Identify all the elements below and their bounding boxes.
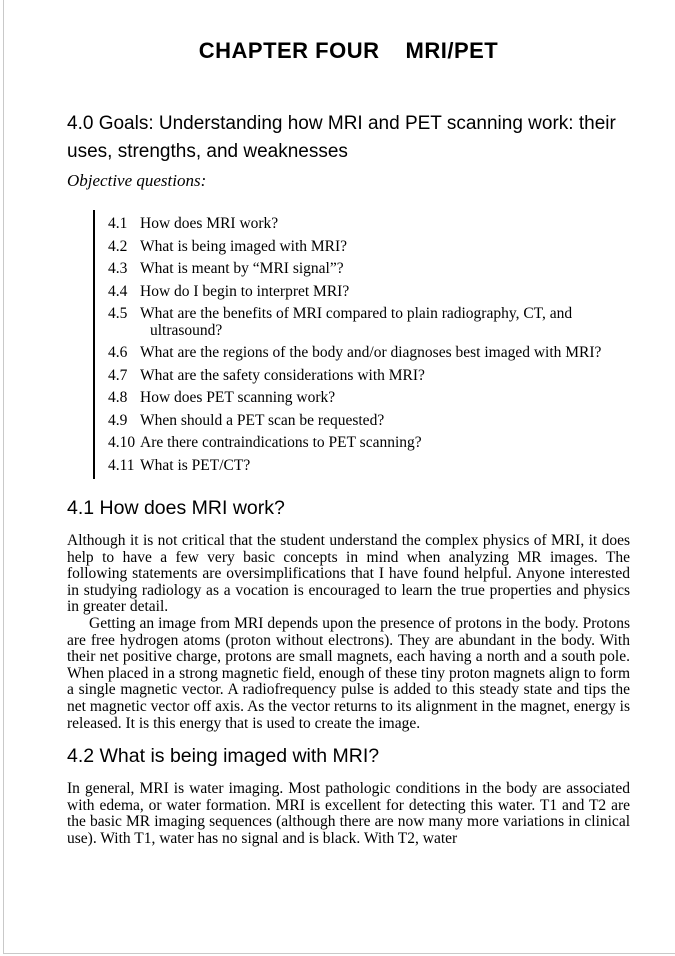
question-item <box>108 413 630 430</box>
objective-questions-label: Objective questions: <box>67 171 207 190</box>
question-number: 4.2 <box>108 237 128 255</box>
question-number: 4.6 <box>108 344 128 361</box>
question-number: 4.10 <box>108 434 136 451</box>
section-4-1-paragraph-2: Getting an image from MRI depends upon the presence of protons in the body. Protons are free hydrogen atoms (proton without electrons). They are abundant in the body. With their net positive charge, protons are small magnets, each having a north and a south pole. When placed in a strong magnetic field, enough of these tiny proton magnets align to form a single magnetic vector. A radiofrequency pulse is added to this steady state and tips the net magnetic vector off axis. As the vector returns to its alignment in the magnet, energy is released. It is this energy that is used to create the image. <box>67 614 630 732</box>
section-heading-4-2: 4.2 What is being imaged with MRI? <box>67 745 380 768</box>
question-text: How do I begin to interpret MRI? <box>140 282 350 300</box>
question-item <box>108 345 630 362</box>
chapter-heading <box>67 38 630 64</box>
page <box>3 0 675 954</box>
goals-heading: 4.0 Goals: Understanding how MRI and PET scanning work: their uses, strengths, and weaknesses <box>67 113 616 162</box>
question-item <box>108 458 630 475</box>
question-item <box>108 306 630 339</box>
question-text: How does MRI work? <box>140 215 279 232</box>
question-item <box>108 239 630 256</box>
chapter-label: CHAPTER FOUR <box>198 38 380 63</box>
question-item <box>108 435 630 452</box>
question-number: 4.5 <box>108 305 128 322</box>
question-number: 4.7 <box>108 366 128 384</box>
question-text: Are there contraindications to PET scanning? <box>140 434 422 451</box>
chapter-title: MRI/PET <box>405 38 499 63</box>
question-item <box>108 368 630 385</box>
section-heading-4-1: 4.1 How does MRI work? <box>67 497 285 519</box>
question-number: 4.3 <box>108 260 128 277</box>
question-number: 4.4 <box>108 282 128 300</box>
question-text: What is PET/CT? <box>140 456 251 474</box>
question-number: 4.11 <box>108 456 135 474</box>
question-text: What is being imaged with MRI? <box>140 237 348 255</box>
question-text: What are the benefits of MRI compared to plain radiography, CT, and ultrasound? <box>140 305 573 339</box>
question-item <box>108 284 630 301</box>
question-item <box>108 390 630 407</box>
question-text: What is meant by “MRI signal”? <box>140 260 344 277</box>
question-text: What are the safety considerations with MRI? <box>140 366 425 384</box>
question-text: What are the regions of the body and/or diagnoses best imaged with MRI? <box>140 344 602 361</box>
question-text: How does PET scanning work? <box>140 389 336 406</box>
question-item <box>108 216 630 233</box>
question-number: 4.1 <box>108 215 128 232</box>
question-number: 4.8 <box>108 389 128 406</box>
question-item <box>108 261 630 278</box>
question-number: 4.9 <box>108 411 128 429</box>
objective-questions-list <box>93 210 630 479</box>
section-4-2-paragraph-1: In general, MRI is water imaging. Most pathologic conditions in the body are associated with edema, or water formation. MRI is excellent for detecting this water. T1 and T2 are the basic MR imaging sequences (although there are now many more variations in clinical use). With T1, water has no signal and is black. With T2, water <box>67 780 630 847</box>
question-text: When should a PET scan be requested? <box>140 411 385 429</box>
section-4-1-paragraph-1: Although it is not critical that the student understand the complex physics of MRI, it does help to have a few very basic concepts in mind when analyzing MR images. The following statements are oversimplifications that I have found helpful. Anyone interested in studying radiology as a vocation is encouraged to learn the true properties and physics in greater detail. <box>67 532 630 616</box>
